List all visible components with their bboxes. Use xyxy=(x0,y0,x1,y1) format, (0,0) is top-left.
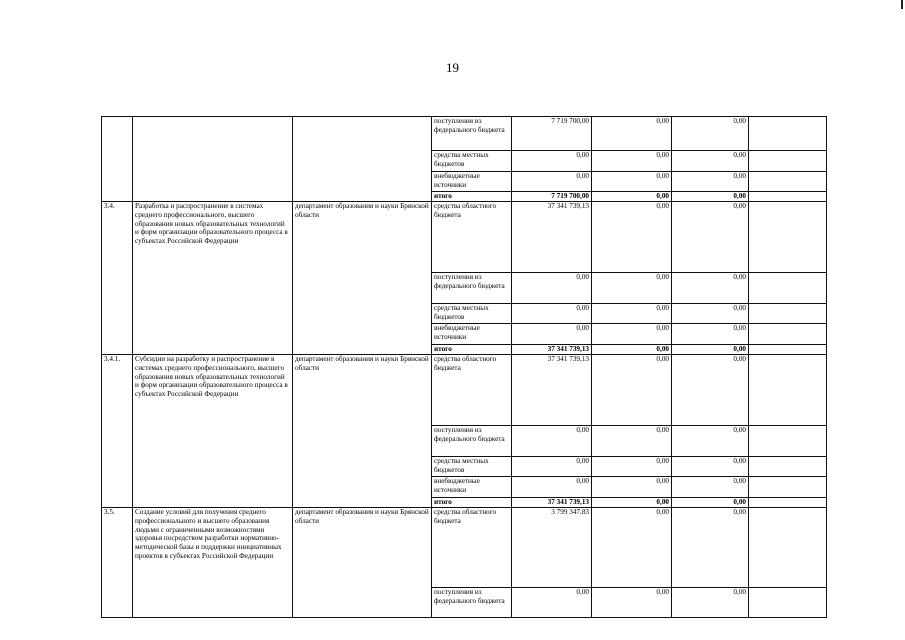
amount-cell: 0,00 xyxy=(592,457,672,477)
source-label: внебюджетные источники xyxy=(432,477,512,498)
amount-cell: 37 341 739,13 xyxy=(512,355,592,426)
amount-cell: 0,00 xyxy=(512,304,592,324)
executor-cell: департамент образования и науки Брянской области xyxy=(293,202,432,355)
amount-cell: 0,00 xyxy=(672,172,749,192)
amount-cell: 0,00 xyxy=(592,355,672,426)
table-row xyxy=(102,355,827,426)
amount-cell: 0,00 xyxy=(672,117,749,151)
amount-cell: 0,00 xyxy=(512,426,592,457)
amount-cell: 0,00 xyxy=(512,457,592,477)
name-cell xyxy=(133,117,293,202)
name-cell: Создание условий для получения среднего профессионального и высшего образования людьми с ограниченными возможностями здоровья посредством разработки нормативно-методической базы и поддержки инициативных проектов в субъектах Российской Федерации xyxy=(133,508,293,618)
source-label: средства областного бюджета xyxy=(432,508,512,588)
empty-cell xyxy=(749,498,827,508)
amount-cell: 0,00 xyxy=(512,172,592,192)
amount-cell: 0,00 xyxy=(592,273,672,304)
empty-cell xyxy=(749,202,827,273)
amount-cell: 0,00 xyxy=(672,355,749,426)
source-label: поступления из федерального бюджета xyxy=(432,273,512,304)
amount-cell: 0,00 xyxy=(592,345,672,355)
source-label: поступления из федерального бюджета xyxy=(432,426,512,457)
amount-cell: 0,00 xyxy=(592,498,672,508)
empty-cell xyxy=(749,508,827,588)
empty-cell xyxy=(749,345,827,355)
empty-cell xyxy=(749,588,827,618)
amount-cell: 0,00 xyxy=(512,151,592,172)
amount-cell: 0,00 xyxy=(592,426,672,457)
amount-cell: 0,00 xyxy=(592,202,672,273)
source-label: средства областного бюджета xyxy=(432,202,512,273)
number-cell xyxy=(102,117,133,202)
amount-cell: 0,00 xyxy=(672,273,749,304)
amount-cell: 37 341 739,13 xyxy=(512,202,592,273)
amount-cell: 0,00 xyxy=(592,151,672,172)
amount-cell: 0,00 xyxy=(672,498,749,508)
amount-cell: 0,00 xyxy=(592,117,672,151)
amount-cell: 0,00 xyxy=(512,324,592,345)
amount-cell: 0,00 xyxy=(672,588,749,618)
amount-cell: 0,00 xyxy=(592,588,672,618)
amount-cell: 0,00 xyxy=(672,345,749,355)
source-label: средства местных бюджетов xyxy=(432,457,512,477)
amount-cell: 0,00 xyxy=(592,304,672,324)
amount-cell: 0,00 xyxy=(672,324,749,345)
amount-cell: 0,00 xyxy=(672,202,749,273)
amount-cell: 0,00 xyxy=(672,192,749,202)
amount-cell: 0,00 xyxy=(512,588,592,618)
empty-cell xyxy=(749,151,827,172)
table-row xyxy=(102,508,827,588)
amount-cell: 0,00 xyxy=(672,477,749,498)
name-cell: Разработка и распространение в системах среднего профессионального, высшего образования новых образовательных технологий и форм организации образовательного процесса в субъектах Российской Федерации xyxy=(133,202,293,355)
source-label: итого xyxy=(432,192,512,202)
empty-cell xyxy=(749,304,827,324)
empty-cell xyxy=(749,273,827,304)
number-cell: 3.4.1. xyxy=(102,355,133,508)
empty-cell xyxy=(749,477,827,498)
amount-cell: 0,00 xyxy=(672,457,749,477)
amount-cell: 37 341 739,13 xyxy=(512,345,592,355)
name-cell: Субсидии на разработку и распространение в системах среднего профессионального, высшего образования новых образовательных технологий и форм организации образовательного процесса в субъектах Российской Федерации xyxy=(133,355,293,508)
number-cell: 3.4. xyxy=(102,202,133,355)
scan-edge-mark xyxy=(901,0,903,9)
amount-cell: 0,00 xyxy=(592,324,672,345)
amount-cell: 0,00 xyxy=(592,508,672,588)
table-row xyxy=(102,117,827,151)
amount-cell: 0,00 xyxy=(672,304,749,324)
amount-cell: 0,00 xyxy=(592,172,672,192)
amount-cell: 0,00 xyxy=(672,426,749,457)
budget-table xyxy=(101,116,827,618)
executor-cell xyxy=(293,117,432,202)
source-label: итого xyxy=(432,345,512,355)
amount-cell: 7 719 700,00 xyxy=(512,192,592,202)
amount-cell: 7 719 700,00 xyxy=(512,117,592,151)
source-label: итого xyxy=(432,498,512,508)
amount-cell: 37 341 739,13 xyxy=(512,498,592,508)
empty-cell xyxy=(749,192,827,202)
empty-cell xyxy=(749,426,827,457)
amount-cell: 0,00 xyxy=(512,477,592,498)
amount-cell: 0,00 xyxy=(592,477,672,498)
source-label: поступления из федерального бюджета xyxy=(432,588,512,618)
amount-cell: 3 799 347,83 xyxy=(512,508,592,588)
empty-cell xyxy=(749,117,827,151)
amount-cell: 0,00 xyxy=(672,508,749,588)
executor-cell: департамент образования и науки Брянской области xyxy=(293,508,432,618)
executor-cell: департамент образования и науки Брянской области xyxy=(293,355,432,508)
number-cell: 3.5. xyxy=(102,508,133,618)
source-label: средства местных бюджетов xyxy=(432,151,512,172)
empty-cell xyxy=(749,355,827,426)
source-label: средства областного бюджета xyxy=(432,355,512,426)
page-number: 19 xyxy=(446,60,459,75)
empty-cell xyxy=(749,172,827,192)
source-label: внебюджетные источники xyxy=(432,324,512,345)
source-label: поступления из федерального бюджета xyxy=(432,117,512,151)
empty-cell xyxy=(749,457,827,477)
amount-cell: 0,00 xyxy=(672,151,749,172)
amount-cell: 0,00 xyxy=(512,273,592,304)
empty-cell xyxy=(749,324,827,345)
table-row xyxy=(102,202,827,273)
source-label: средства местных бюджетов xyxy=(432,304,512,324)
amount-cell: 0,00 xyxy=(592,192,672,202)
source-label: внебюджетные источники xyxy=(432,172,512,192)
